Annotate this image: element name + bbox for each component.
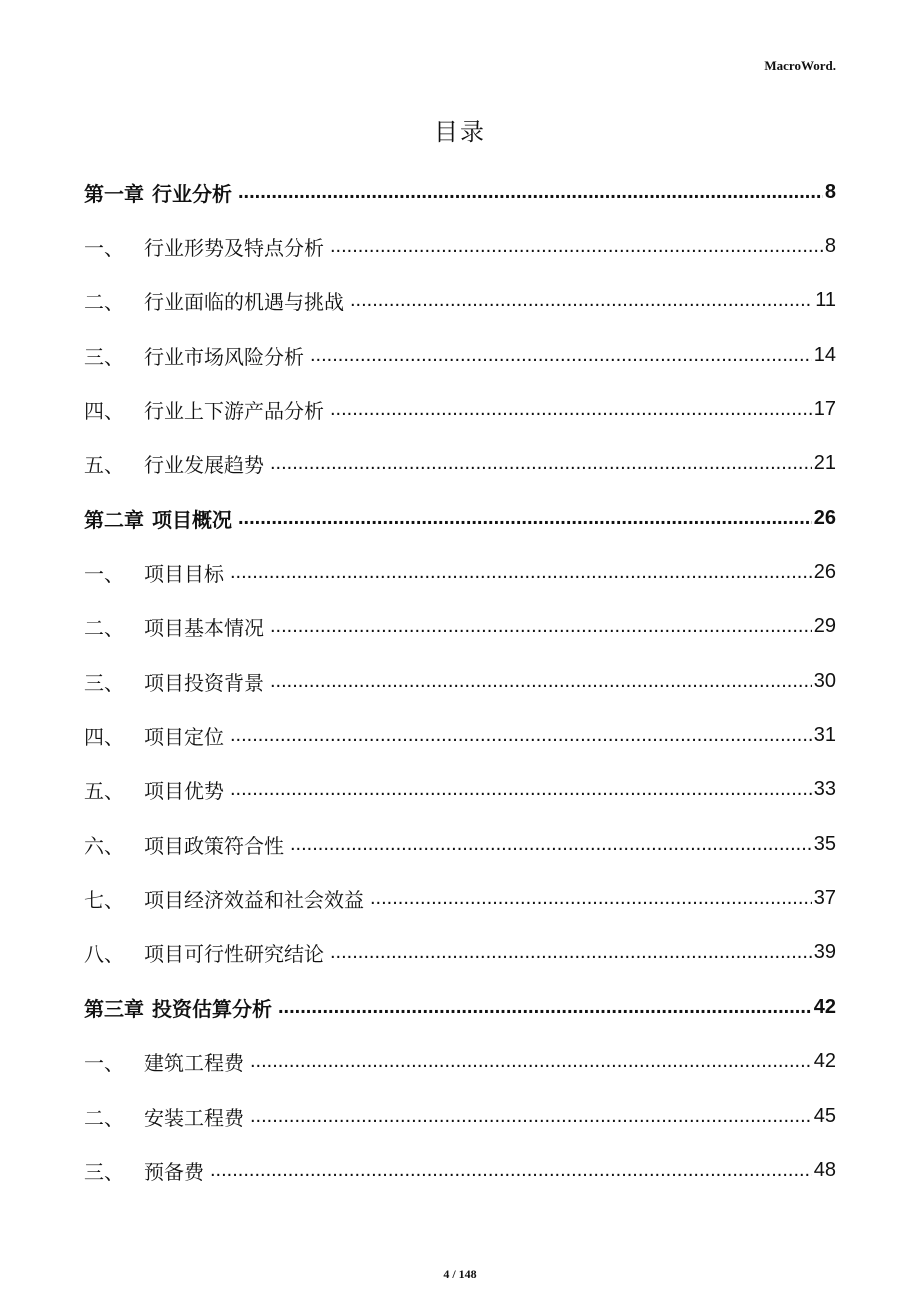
toc-entry-number: 一、 [84,236,124,261]
toc-entry-page-number: 33 [813,778,836,801]
toc-chapter-entry[interactable] [84,491,836,545]
toc-entry-title: 行业分析 [152,181,232,206]
toc-dot-leader [350,289,813,312]
toc-chapter-entry[interactable] [84,980,836,1034]
toc-dot-leader [250,1050,812,1073]
toc-entry-title: 行业上下游产品分析 [144,399,324,424]
header-brand: MacroWord. [764,58,836,73]
toc-entry-number: 四、 [84,725,124,750]
toc-entry-page-number: 17 [813,398,836,421]
toc-dot-leader [270,670,812,693]
toc-section-entry[interactable] [84,1089,836,1143]
toc-entry-title: 项目经济效益和社会效益 [144,888,364,913]
toc-section-entry[interactable] [84,382,836,436]
toc-chapter-entry[interactable] [84,165,836,219]
toc-dot-leader [250,1105,812,1128]
toc-entry-title: 项目基本情况 [144,616,264,641]
toc-entry-number: 二、 [84,616,124,641]
toc-dot-leader [330,235,823,258]
toc-entry-number: 一、 [84,1051,124,1076]
toc-entry-title: 项目优势 [144,779,224,804]
toc-dot-leader [210,1159,812,1182]
toc-entry-page-number: 8 [824,235,836,258]
toc-entry-number: 四、 [84,399,124,424]
toc-entry-title: 项目投资背景 [144,670,264,695]
toc-entry-title: 行业形势及特点分析 [144,236,324,261]
toc-entry-number: 七、 [84,888,124,913]
toc-dot-leader [230,561,812,584]
toc-entry-title: 行业市场风险分析 [144,344,304,369]
toc-title: 目录 [434,118,486,146]
toc-dot-leader [270,615,812,638]
toc-entry-number: 五、 [84,779,124,804]
toc-entry-page-number: 42 [813,1050,836,1073]
toc-entry-page-number: 42 [813,995,836,1018]
toc-dot-leader [238,507,812,530]
toc-entry-page-number: 39 [813,941,836,964]
table-of-contents [84,165,836,1198]
page-indicator: 4 / 148 [443,1267,477,1281]
toc-entry-page-number: 8 [824,180,836,203]
toc-entry-page-number: 29 [813,615,836,638]
toc-section-entry[interactable] [84,871,836,925]
toc-entry-number: 六、 [84,833,124,858]
toc-entry-number: 二、 [84,290,124,315]
toc-entry-title: 行业发展趋势 [144,453,264,478]
toc-entry-page-number: 37 [813,887,836,910]
toc-entry-page-number: 14 [813,343,836,366]
toc-dot-leader [278,996,812,1019]
toc-entry-title: 项目目标 [144,562,224,587]
toc-entry-number: 第二章 [84,507,144,532]
toc-entry-number: 三、 [84,670,124,695]
toc-dot-leader [270,452,812,475]
toc-section-entry[interactable] [84,219,836,273]
toc-entry-number: 三、 [84,1159,124,1184]
toc-section-entry[interactable] [84,437,836,491]
toc-section-entry[interactable] [84,545,836,599]
toc-section-entry[interactable] [84,708,836,762]
toc-section-entry[interactable] [84,926,836,980]
toc-section-entry[interactable] [84,817,836,871]
toc-entry-page-number: 35 [813,832,836,855]
toc-dot-leader [330,941,812,964]
toc-entry-page-number: 26 [813,506,836,529]
toc-entry-title: 投资估算分析 [152,996,272,1021]
toc-entry-title: 项目定位 [144,725,224,750]
toc-dot-leader [310,344,812,367]
toc-entry-title: 项目可行性研究结论 [144,942,324,967]
toc-entry-number: 二、 [84,1105,124,1130]
toc-entry-number: 八、 [84,942,124,967]
toc-entry-number: 一、 [84,562,124,587]
toc-dot-leader [230,778,812,801]
toc-dot-leader [230,724,812,747]
toc-dot-leader [330,398,812,421]
toc-entry-page-number: 11 [815,289,836,312]
toc-section-entry[interactable] [84,1035,836,1089]
toc-entry-page-number: 31 [813,724,836,747]
toc-dot-leader [370,887,812,910]
toc-entry-number: 五、 [84,453,124,478]
toc-section-entry[interactable] [84,600,836,654]
toc-entry-title: 行业面临的机遇与挑战 [144,290,344,315]
toc-entry-title: 项目概况 [152,507,232,532]
toc-entry-page-number: 45 [813,1104,836,1127]
toc-entry-number: 第三章 [84,996,144,1021]
toc-section-entry[interactable] [84,654,836,708]
toc-entry-number: 三、 [84,344,124,369]
toc-entry-page-number: 26 [813,561,836,584]
toc-section-entry[interactable] [84,1143,836,1197]
toc-entry-title: 项目政策符合性 [144,833,284,858]
toc-entry-title: 建筑工程费 [144,1051,244,1076]
toc-entry-title: 安装工程费 [144,1105,244,1130]
toc-dot-leader [290,833,812,856]
toc-entry-number: 第一章 [84,181,144,206]
toc-section-entry[interactable] [84,274,836,328]
toc-dot-leader [238,181,823,204]
toc-entry-title: 预备费 [144,1159,204,1184]
toc-entry-page-number: 30 [813,669,836,692]
toc-entry-page-number: 48 [813,1158,836,1181]
toc-section-entry[interactable] [84,328,836,382]
toc-entry-page-number: 21 [813,452,836,475]
toc-section-entry[interactable] [84,763,836,817]
